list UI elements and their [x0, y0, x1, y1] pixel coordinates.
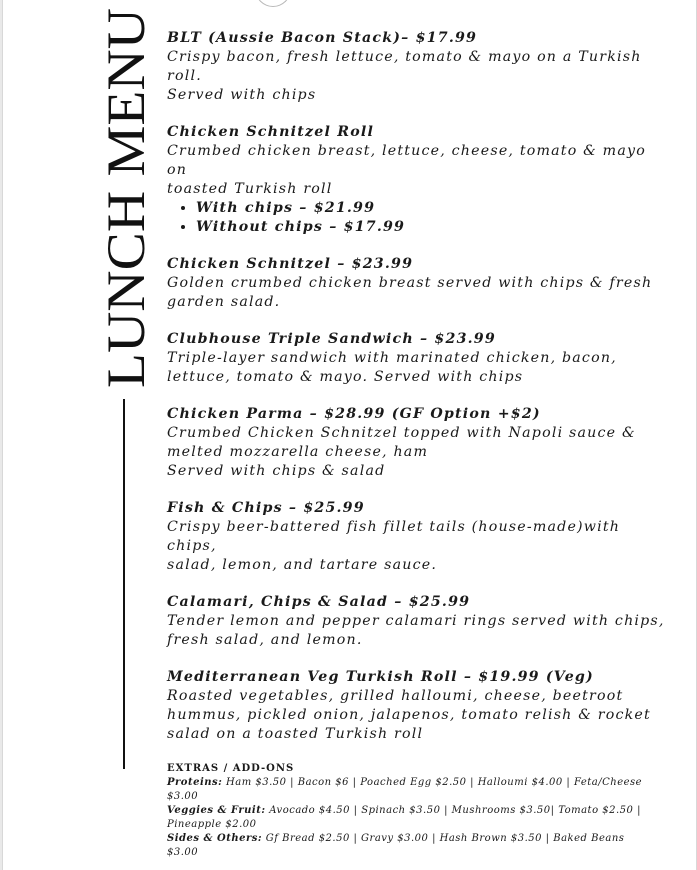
menu-item-description: Golden crumbed chicken breast served with chips & fresh garden salad.	[167, 275, 653, 310]
menu-item-title: Chicken Schnitzel Roll	[167, 124, 375, 140]
menu-item-description: Crispy beer-battered fish fillet tails (house-made)with chips, salad, lemon, and tartare sauce.	[167, 519, 621, 573]
menu-item	[167, 668, 667, 744]
side-title-text: LUNCH MENU	[96, 29, 156, 388]
side-title-svg	[96, 4, 156, 389]
extras-section	[167, 762, 647, 860]
menu-item-title: BLT (Aussie Bacon Stack)– $17.99	[167, 30, 478, 46]
menu-item-description: Triple-layer sandwich with marinated chicken, bacon, lettuce, tomato & mayo. Served with chips	[167, 350, 617, 385]
menu-item-description: Crumbed Chicken Schnitzel topped with Napoli sauce & melted mozzarella cheese, ham Served with chips & salad	[167, 425, 636, 479]
extras-heading: EXTRAS / ADD-ONS	[167, 763, 295, 774]
menu-item-description: Crumbed chicken breast, lettuce, cheese, tomato & mayo on toasted Turkish roll	[167, 143, 646, 197]
extras-line-label: Sides & Others:	[167, 833, 263, 844]
extras-line	[167, 804, 647, 832]
menu-item-option: • With chips – $21.99	[196, 199, 667, 218]
menu-item-description: Roasted vegetables, grilled halloumi, cheese, beetroot hummus, pickled onion, jalapenos, tomato relish & rocket salad on a toasted Turkish roll	[167, 688, 651, 742]
menu-item-title: Clubhouse Triple Sandwich – $23.99	[167, 331, 496, 347]
menu-item-title: Chicken Schnitzel – $23.99	[167, 256, 414, 272]
side-rule	[123, 399, 125, 769]
extras-line-text: Gf Bread $2.50 | Gravy $3.00 | Hash Brown $3.50 | Baked Beans $3.00	[167, 833, 625, 858]
extras-line	[167, 776, 647, 804]
menu-item-option: • Without chips – $17.99	[196, 218, 667, 237]
extras-line-text: Ham $3.50 | Bacon $6 | Poached Egg $2.50 | Halloumi $4.00 | Feta/Cheese $3.00	[167, 777, 643, 802]
menu-item-options	[167, 199, 667, 237]
menu-content	[167, 29, 667, 860]
extras-line-label: Veggies & Fruit:	[167, 805, 266, 816]
menu-item	[167, 123, 667, 237]
extras-line-text: Avocado $4.50 | Spinach $3.50 | Mushrooms $3.50| Tomato $2.50 | Pineapple $2.00	[167, 805, 641, 830]
extras-line-label: Proteins:	[167, 777, 223, 788]
menu-item-description: Tender lemon and pepper calamari rings served with chips, fresh salad, and lemon.	[167, 613, 665, 648]
menu-item-title: Calamari, Chips & Salad – $25.99	[167, 594, 471, 610]
menu-item-description: Crispy bacon, fresh lettuce, tomato & mayo on a Turkish roll. Served with chips	[167, 49, 642, 103]
menu-page	[2, 0, 697, 870]
menu-item	[167, 330, 667, 387]
logo-emblem	[255, 0, 291, 7]
extras-line	[167, 832, 647, 860]
menu-item	[167, 499, 667, 575]
menu-item-title: Chicken Parma – $28.99 (GF Option +$2)	[167, 406, 541, 422]
menu-item	[167, 405, 667, 481]
menu-item-title: Mediterranean Veg Turkish Roll – $19.99 (Veg)	[167, 669, 594, 685]
menu-item-title: Fish & Chips – $25.99	[167, 500, 365, 516]
side-title	[96, 4, 156, 389]
menu-item	[167, 29, 667, 105]
menu-item	[167, 593, 667, 650]
menu-item	[167, 255, 667, 312]
